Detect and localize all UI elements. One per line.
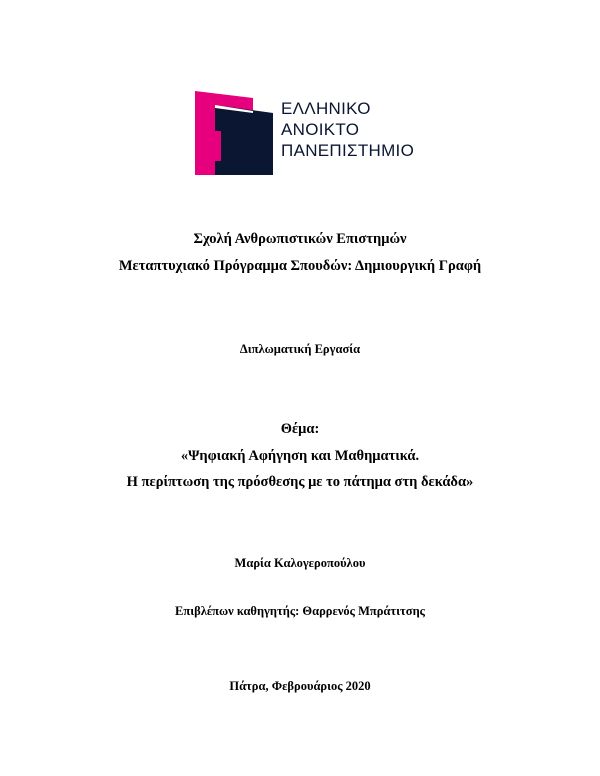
supervisor: Επιβλέπων καθηγητής: Θαρρενός Μπράτιτσης (175, 604, 425, 618)
school-name: Σχολή Ανθρωπιστικών Επιστημών (193, 231, 407, 247)
program-name: Μεταπτυχιακό Πρόγραμμα Σπουδών: Δημιουργική Γραφή (118, 258, 482, 274)
topic-title-line-1: «Ψηφιακή Αφήγηση και Μαθηματικά. (180, 448, 420, 464)
place-date: Πάτρα, Φεβρουάριος 2020 (229, 679, 371, 693)
logo-line-1: ΕΛΛΗΝΙΚΟ (281, 99, 371, 118)
thesis-type: Διπλωματική Εργασία (239, 342, 361, 356)
university-logo (195, 91, 415, 175)
logo-line-3: ΠΑΝΕΠΙΣΤΗΜΙΟ (281, 141, 415, 160)
author-name: Μαρία Καλογεροπούλου (234, 556, 366, 570)
university-logo-icon (195, 91, 273, 175)
university-logo-text (281, 98, 414, 161)
logo-line-2: ΑΝΟΙΚΤΟ (281, 120, 360, 139)
topic-title-line-2: Η περίπτωση της πρόσθεσης με το πάτημα στη δεκάδα» (126, 474, 474, 490)
topic-label: Θέμα: (280, 421, 320, 437)
